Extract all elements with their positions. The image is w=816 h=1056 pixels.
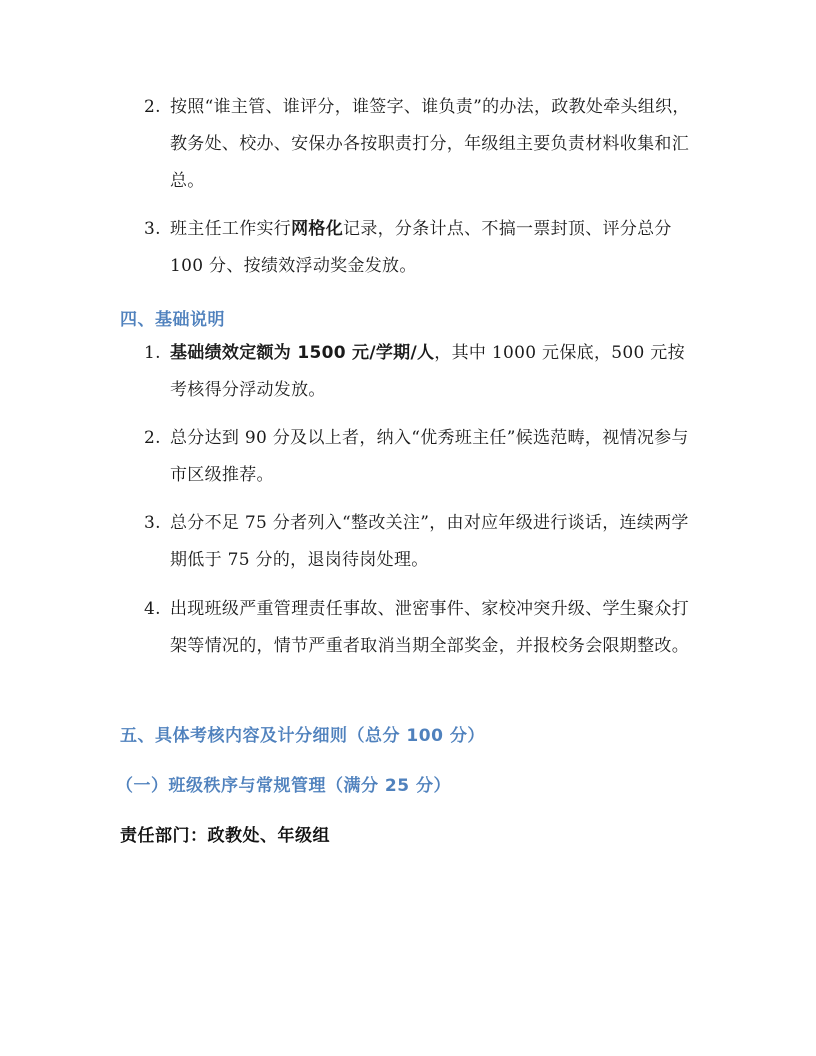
list-number: 2. xyxy=(144,428,161,448)
section-heading: 五、具体考核内容及计分细则（总分 100 分） xyxy=(120,726,485,746)
list-text: 按照“谁主管、谁评分，谁签字、谁负责”的办法，政教处牵头组织，教务处、校办、安保办各按职责打分，年级组主要负责材料收集和汇总。 xyxy=(170,97,690,191)
list-item xyxy=(144,505,696,579)
list-number: 3. xyxy=(144,219,161,239)
list-text: 总分不足 75 分者列入“整改关注”，由对应年级进行谈话，连续两学期低于 75 分的，退岗待岗处理。 xyxy=(170,513,689,570)
list-number: 2. xyxy=(144,97,161,117)
responsible-department: 责任部门：政教处、年级组 xyxy=(120,826,330,846)
list-item xyxy=(144,211,696,285)
text-run: 记录，分条计点、不搞一票封顶、评分总分 100 分、按绩效浮动奖金发放。 xyxy=(170,219,672,276)
list-number: 1. xyxy=(144,343,161,363)
subsection-heading: （一）班级秩序与常规管理（满分 25 分） xyxy=(116,776,451,796)
list-item xyxy=(144,591,696,665)
bold-term: 网格化 xyxy=(291,219,344,239)
list-text xyxy=(144,211,696,285)
list-number: 4. xyxy=(144,599,161,619)
list-text: 出现班级严重管理责任事故、泄密事件、家校冲突升级、学生聚众打架等情况的，情节严重者取消当期全部奖金，并报校务会限期整改。 xyxy=(170,599,689,656)
section-heading: 四、基础说明 xyxy=(120,310,225,330)
list-text xyxy=(144,335,696,409)
list-number: 3. xyxy=(144,513,161,533)
bold-term: 基础绩效定额为 1500 元/学期/人 xyxy=(170,343,435,363)
list-item xyxy=(144,335,696,409)
list-item xyxy=(144,420,696,494)
list-item xyxy=(144,89,696,200)
text-run: ，其中 1000 元保底，500 元按考核得分浮动发放。 xyxy=(170,343,685,400)
list-text: 总分达到 90 分及以上者，纳入“优秀班主任”候选范畴，视情况参与市区级推荐。 xyxy=(170,428,689,485)
text-run: 班主任工作实行 xyxy=(170,219,292,239)
